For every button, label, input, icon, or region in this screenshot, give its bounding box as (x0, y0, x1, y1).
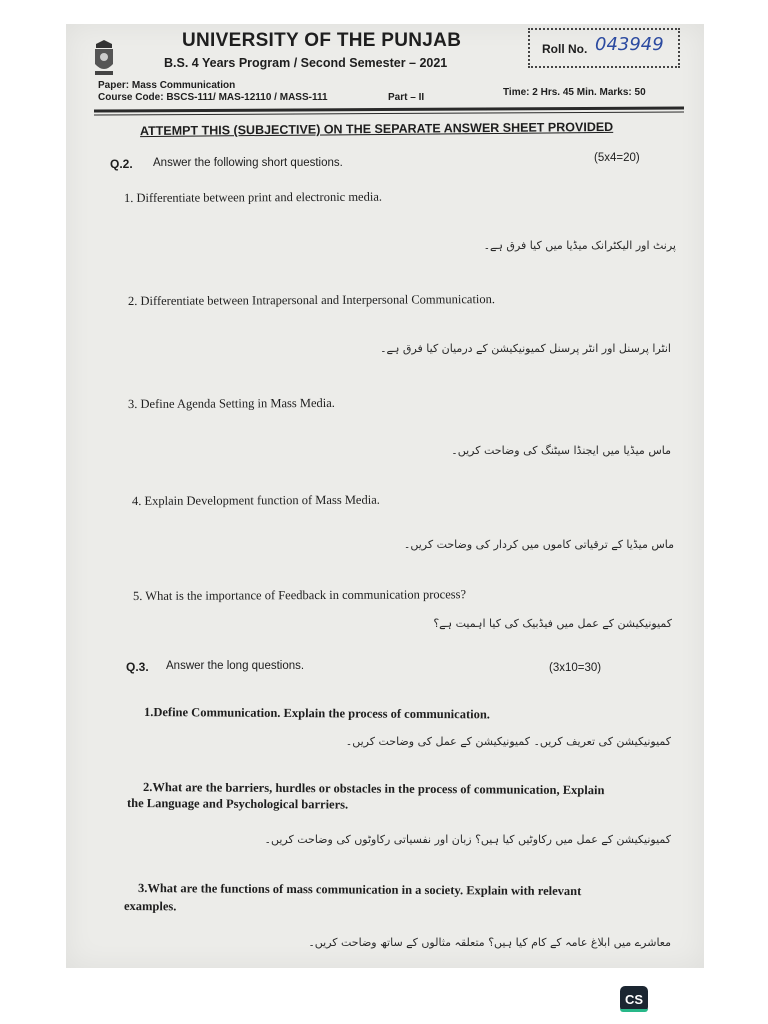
roll-number-box (528, 28, 680, 68)
q3-item-2-urdu: کمیونیکیشن کے عمل میں رکاوٹیں کیا ہیں؟ زبان اور نفسیاتی رکاوٹوں کی وضاحت کریں۔ (264, 833, 671, 846)
q2-item-2-urdu: انٹرا پرسنل اور انٹر پرسنل کمیونیکیشن کے درمیان کیا فرق ہے۔ (380, 342, 671, 355)
q3-item-3: 3.What are the functions of mass communication in a society. Explain with relevant (137, 881, 582, 899)
roll-label: Roll No. (542, 42, 588, 56)
program-line: B.S. 4 Years Program / Second Semester – 2021 (164, 56, 448, 70)
camscanner-watermark-icon: CS (620, 986, 648, 1012)
q2-item-1: 1. Differentiate between print and electronic media. (123, 189, 383, 205)
q3-item-3-line2: examples. (123, 899, 177, 914)
exam-paper (66, 24, 704, 968)
q2-item-5-urdu: کمیونیکیشن کے عمل میں فیڈبیک کی کیا اہمیت ہے؟ (433, 617, 672, 630)
q2-item-3: 3. Define Agenda Setting in Mass Media. (127, 395, 335, 411)
course-code: Course Code: BSCS-111/ MAS-12110 / MASS-111 (98, 92, 328, 103)
paper-title: Paper: Mass Communication (98, 80, 236, 91)
q2-instruction: Answer the following short questions. (153, 157, 343, 169)
q3-label: Q.3. (126, 660, 149, 674)
q2-marks: (5x4=20) (594, 152, 640, 164)
q2-item-3-urdu: ماس میڈیا میں ایجنڈا سیٹنگ کی وضاحت کریں۔ (451, 444, 671, 457)
q3-item-3-urdu: معاشرے میں ابلاغ عامہ کے کام کیا ہیں؟ متعلقہ مثالوں کے ساتھ وضاحت کریں۔ (308, 936, 671, 949)
q3-marks: (3x10=30) (549, 662, 602, 674)
q2-item-5: 5. What is the importance of Feedback in communication process? (132, 587, 467, 603)
q2-item-4: 4. Explain Development function of Mass Media. (131, 492, 380, 508)
part-label: Part – II (388, 92, 425, 103)
instruction-heading: ATTEMPT THIS (SUBJECTIVE) ON THE SEPARATE ANSWER SHEET PROVIDED (139, 119, 614, 139)
q2-item-1-urdu: پرنٹ اور الیکٹرانک میڈیا میں کیا فرق ہے۔ (483, 239, 676, 252)
university-crest-icon (92, 38, 116, 78)
roll-value: 043949 (595, 34, 664, 55)
q3-item-2: 2.What are the barriers, hurdles or obstacles in the process of communication, Explain (142, 780, 605, 798)
q2-item-4-urdu: ماس میڈیا کے ترقیاتی کاموں میں کردار کی وضاحت کریں۔ (403, 538, 674, 551)
q3-item-1: 1.Define Communication. Explain the process of communication. (143, 705, 490, 722)
q2-item-2: 2. Differentiate between Intrapersonal and Interpersonal Communication. (127, 292, 496, 308)
q3-item-1-urdu: کمیونیکیشن کی تعریف کریں۔ کمیونیکیشن کے عمل کی وضاحت کریں۔ (345, 735, 671, 748)
q2-label: Q.2. (110, 157, 133, 171)
university-name: UNIVERSITY OF THE PUNJAB (182, 30, 462, 51)
time-marks: Time: 2 Hrs. 45 Min. Marks: 50 (503, 87, 646, 98)
q3-item-2-line2: the Language and Psychological barriers. (126, 796, 349, 812)
q3-instruction: Answer the long questions. (166, 660, 305, 672)
